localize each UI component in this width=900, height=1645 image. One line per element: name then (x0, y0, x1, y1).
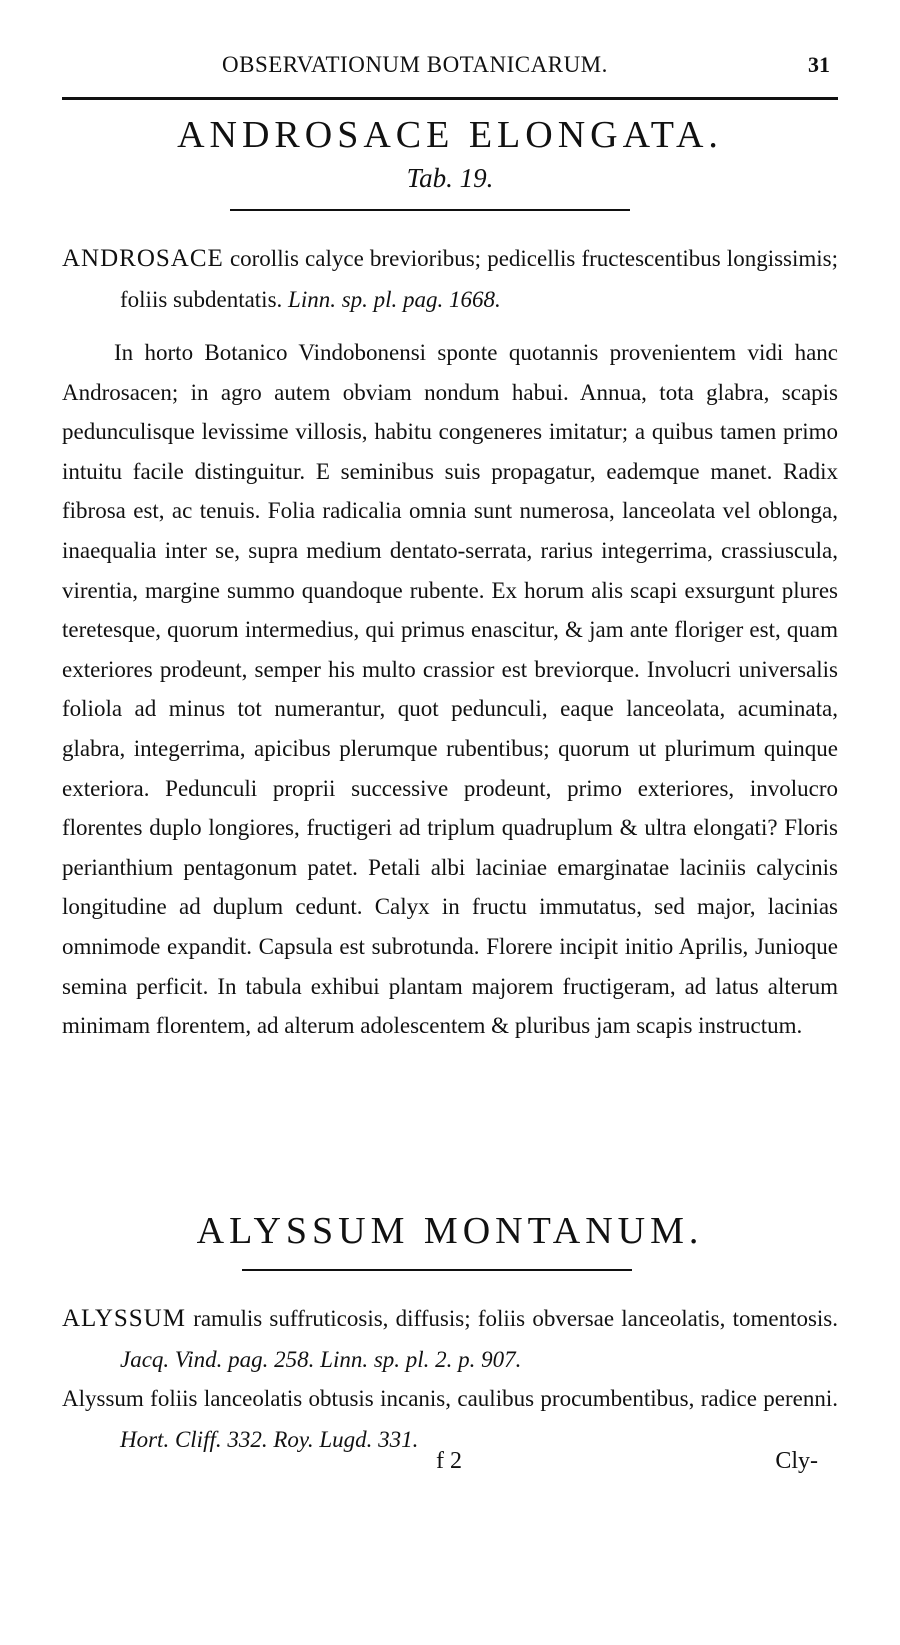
diagnosis-text: ramulis suffruticosis, diffusis; foliis obversae lanceolatis, tomentosis. (193, 1306, 838, 1331)
citation: Linn. sp. pl. pag. 1668. (288, 287, 501, 312)
synonym-text: Alyssum foliis lanceolatis obtusis incanis, caulibus procumbentibus, radice perenni. (62, 1386, 838, 1411)
signature-mark: f 2 (436, 1448, 462, 1474)
genus-name: ANDROSACE (62, 245, 224, 272)
section-title-alyssum: ALYSSUM MONTANUM. (196, 1210, 704, 1252)
title-rule (242, 1269, 632, 1271)
catchline (62, 1448, 838, 1484)
title-rule (230, 209, 630, 211)
page-number: 31 (808, 52, 830, 77)
section-title-androsace: ANDROSACE ELONGATA. (177, 114, 723, 156)
plate-reference: Tab. 19. (406, 163, 494, 193)
running-head (62, 52, 838, 86)
species-description (62, 238, 838, 320)
header-rule (62, 97, 838, 100)
running-title: OBSERVATIONUM BOTANICARUM. (222, 52, 608, 77)
species-description (62, 1298, 838, 1380)
citation: Jacq. Vind. pag. 258. Linn. sp. pl. 2. p. 907. (120, 1347, 522, 1372)
catchword: Cly- (775, 1448, 818, 1474)
synonym-citation: Hort. Cliff. 332. Roy. Lugd. 331. (120, 1427, 419, 1452)
body-paragraph: In horto Botanico Vindobonensi sponte quotannis provenientem vidi hanc Androsacen; in agro autem obviam nondum habui. Annua, tota glabra, scapis pedunculisque levissime villosis, habitu congeneres imitatur; a quibus tamen primo intuitu facile distinguitur. E seminibus suis propagatur, eademque manet. Radix fibrosa est, ac tenuis. Folia radicalia omnia sunt numerosa, lanceolata vel oblonga, inaequalia inter se, supra medium dentato-serrata, rarius integerrima, crassiuscula, virentia, margine summo quandoque rubente. Ex horum alis scapi exsurgunt plures teretesque, quorum intermedius, qui primus enascitur, & jam ante floriger est, quam exteriores prodeunt, semper his multo crassior est breviorque. Involucri universalis foliola ad minus tot numerantur, quot pedunculi, eaque lanceolata, acuminata, glabra, integerrima, apicibus plerumque rubentibus; quorum ut plurimum quinque exteriora. Pedunculi proprii successive prodeunt, primo exteriores, involucro florentes duplo longiores, fructigeri ad triplum quadruplum & ultra elongati? Floris perianthium pentagonum patet. Petali albi laciniae emarginatae laciniis calycinis longitudine ad duplum cedunt. Calyx in fructu immutatus, sed major, lacinias omnimode expandit. Capsula est subrotunda. Florere incipit initio Aprilis, Junioque semina perficit. In tabula exhibui plantam majorem fructigeram, ad latus alterum minimam florentem, ad alterum adolescentem & pluribus jam scapis instructum. (62, 340, 838, 1039)
genus-name: ALYSSUM (62, 1305, 186, 1332)
diagnosis-text: corollis calyce brevioribus; pedicellis fructescentibus longissimis; foliis subdentatis. (120, 246, 839, 312)
